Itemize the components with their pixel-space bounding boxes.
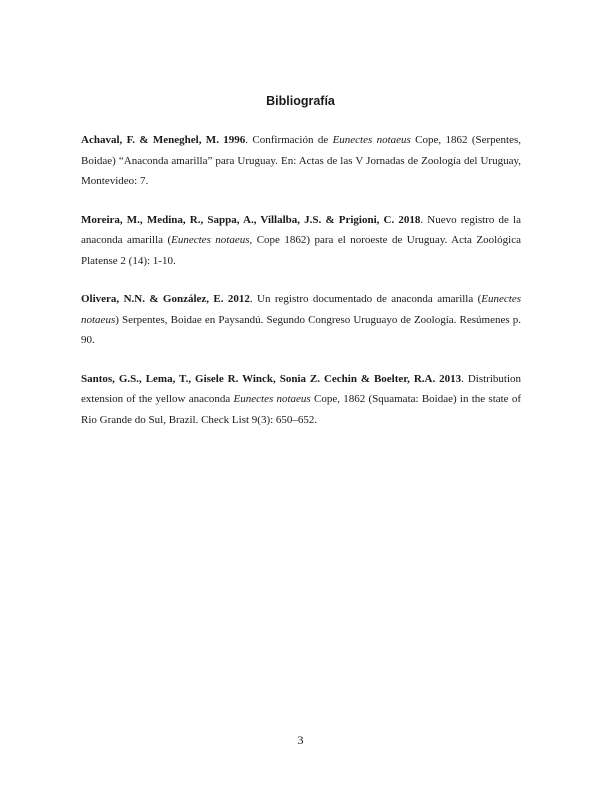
page-title: Bibliografía [266,94,335,108]
species-name: Eunectes notaeus [233,393,311,405]
species-name: Eunectes notaeus [171,234,250,246]
reference-year: 2013 [439,372,462,385]
reference-text: . Un registro documentado de anaconda amarilla ( [249,293,482,305]
reference-item [81,289,521,351]
reference-year: 2012 [227,293,250,305]
reference-item [81,369,521,431]
reference-authors: Olivera, N.N. & González, E. [81,293,224,305]
reference-year: 2018 [398,213,421,226]
reference-text: , Cope 1862) para el noroeste de Uruguay. Acta Zoológica Platense 2 (14): 1-10. [81,234,521,267]
reference-list [81,130,521,448]
reference-text: . Distribution extension of the yellow anaconda [81,372,522,405]
reference-item [81,130,521,192]
reference-authors: Moreira, M., Medina, R., Sappa, A., Villalba, J.S. & Prigioni, C. [81,213,395,226]
species-name: Eunectes notaeus [81,293,521,326]
page-number: 3 [297,733,304,747]
reference-text: ) Serpentes, Boidae en Paysandú. Segundo Congreso Uruguayo de Zoología. Resúmenes p. 90. [81,313,521,346]
reference-text: Cope, 1862 (Serpentes, Boidae) “Anaconda amarilla” para Uruguay. En: Actas de las V Jornadas de Zoología del Uruguay, Montevideo: 7. [81,134,521,187]
reference-text: Cope, 1862 (Squamata: Boidae) in the state of Rio Grande do Sul, Brazil. Check List 9(3): 650–652. [81,393,521,426]
reference-text: . Nuevo registro de la anaconda amarilla ( [81,213,522,246]
reference-year: 1996 [223,134,246,146]
reference-item [81,210,521,272]
reference-authors: Achaval, F. & Meneghel, M. [81,134,219,146]
species-name: Eunectes notaeus [332,134,411,146]
reference-authors: Santos, G.S., Lema, T., Gisele R. Winck, Sonia Z. Cechin & Boelter, R.A. [81,372,436,385]
reference-text: . Confirmación de [245,134,333,146]
